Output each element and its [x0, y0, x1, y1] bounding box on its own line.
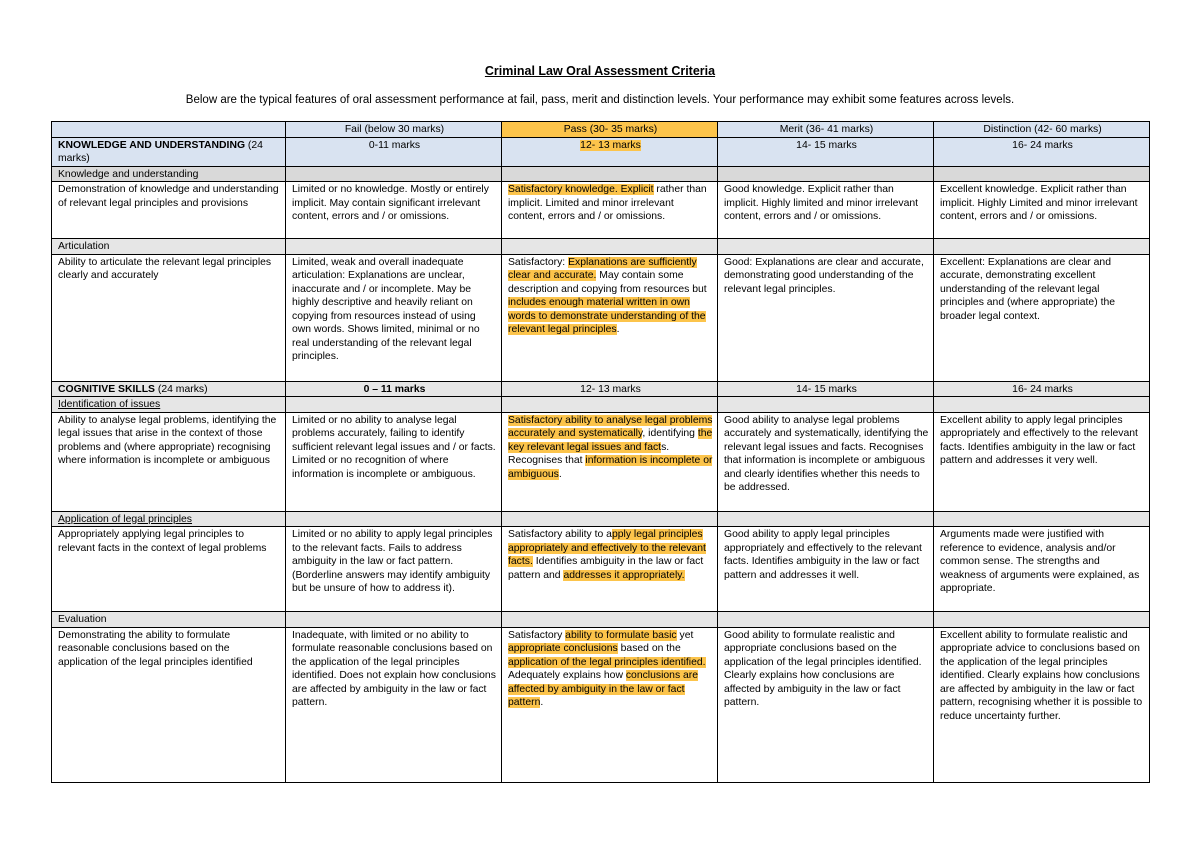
criterion-cell: Ability to articulate the relevant legal principles clearly and accurately: [52, 254, 286, 381]
pass-text: rather than implicit. Limited and minor irrelevant content, errors and / or omissions.: [508, 184, 707, 222]
pass-highlight: the key relevant legal issues and fact: [508, 428, 713, 453]
header-row: [52, 122, 1150, 138]
criterion-cell: Appropriately applying legal principles to relevant facts in the context of legal problems: [52, 527, 286, 612]
pass-highlight: pply legal principles appropriately and effectively to the relevant facts.: [508, 529, 706, 567]
cs-pass-marks: 12- 13 marks: [502, 381, 718, 397]
ku-marks: (24 marks): [58, 139, 263, 164]
section-row-application: [52, 511, 1150, 527]
section-application-label: Application of legal principles: [52, 511, 286, 527]
fail-cell: Limited or no ability to analyse legal problems accurately, failing to identify sufficient relevant legal issues and / or facts. Limited or no recognition of where information is incomplete or ambiguous.: [286, 412, 502, 511]
ku-label-cell: [52, 137, 286, 166]
pass-text: .: [540, 697, 544, 708]
fail-cell: Limited, weak and overall inadequate articulation: Explanations are unclear, inaccurate and / or incomplete. May be highly descriptive and heavily reliant on copying from resources instead of using own words. Shows limited, minimal or no real understanding of the relevant legal principles.: [286, 254, 502, 381]
pass-cell: [502, 412, 718, 511]
header-pass: Pass (30- 35 marks): [502, 122, 718, 138]
pass-text: based on the: [617, 643, 681, 654]
criterion-cell: Ability to analyse legal problems, identifying the legal issues that arise in the context of those problems and (where appropriate) recognising where information is incomplete or ambiguous: [52, 412, 286, 511]
section-identification-label: Identification of issues: [52, 397, 286, 413]
criteria-row-application: [52, 527, 1150, 612]
document-title: Criminal Law Oral Assessment Criteria: [484, 64, 716, 78]
cs-label: COGNITIVE SKILLS: [58, 383, 155, 395]
ku-pass-marks: 12- 13 marks: [580, 139, 641, 151]
pass-highlight: information is incomplete or ambiguous: [508, 455, 713, 480]
pass-highlight: ability to formulate basic: [565, 629, 677, 641]
pass-text: .: [616, 324, 620, 335]
section-row-knowledge: [52, 166, 1150, 182]
criteria-row-articulation: [52, 254, 1150, 381]
merit-cell: Good ability to formulate realistic and appropriate conclusions based on the application of the legal principles identified. Clearly explains how conclusions are affected by ambiguity in the law or fact pattern.: [718, 627, 934, 782]
criterion-cell: Demonstration of knowledge and understanding of relevant legal principles and provisions: [52, 182, 286, 239]
merit-cell: Good ability to analyse legal problems accurately and systematically, identifying the relevant legal issues and facts. Recognises that information is incomplete or ambiguous and clearly identifies whether this needs to be addressed.: [718, 412, 934, 511]
ku-marks-row: [52, 137, 1150, 166]
criteria-table: [51, 121, 1150, 783]
cs-marks-row: [52, 381, 1150, 397]
pass-text: Satisfactory: [508, 629, 566, 641]
pass-cell: [502, 527, 718, 612]
pass-cell: [502, 182, 718, 239]
section-articulation-label: Articulation: [52, 239, 286, 255]
pass-text: .: [558, 468, 562, 480]
cs-merit-marks: 14- 15 marks: [718, 381, 934, 397]
section-row-articulation: [52, 239, 1150, 255]
distinction-cell: Excellent knowledge. Explicit rather than implicit. Highly Limited and minor irrelevant content, errors and / or omissions.: [934, 182, 1150, 239]
pass-highlight: Explanations are sufficiently clear and accurate.: [508, 256, 697, 281]
fail-cell: Limited or no knowledge. Mostly or entirely implicit. May contain significant irrelevant content, errors and / or omissions.: [286, 182, 502, 239]
pass-text: Identifies ambiguity in the law or fact pattern and: [508, 556, 704, 581]
pass-highlight: conclusions are affected by ambiguity in the law or fact pattern: [508, 670, 699, 708]
fail-cell: Limited or no ability to apply legal principles to the relevant facts. Fails to address ambiguity in the law or fact pattern. (Borderline answers may identify ambiguity but be unsure of how to address it).: [286, 527, 502, 612]
ku-fail-marks: 0-11 marks: [286, 137, 502, 166]
ku-pass-marks-cell: [502, 137, 718, 166]
pass-cell: [502, 254, 718, 381]
pass-text: Satisfactory:: [508, 256, 569, 268]
criteria-row-evaluation: [52, 627, 1150, 782]
merit-cell: Good: Explanations are clear and accurate, demonstrating good understanding of the relevant legal principles.: [718, 254, 934, 381]
pass-text: yet: [676, 629, 694, 641]
distinction-cell: Arguments made were justified with reference to evidence, analysis and/or common sense. The strengths and weakness of arguments were explained, as appropriate.: [934, 527, 1150, 612]
header-blank-cell: [52, 122, 286, 138]
pass-text: Satisfactory ability to a: [508, 529, 612, 540]
section-row-identification: [52, 397, 1150, 413]
ku-label: KNOWLEDGE AND UNDERSTANDING: [58, 139, 246, 151]
distinction-cell: Excellent: Explanations are clear and accurate, demonstrating excellent understanding of the relevant legal principles and (where appropriate) the broader legal context.: [934, 254, 1150, 381]
pass-highlight: appropriate conclusions: [508, 643, 618, 654]
cs-distinction-marks: 16- 24 marks: [934, 381, 1150, 397]
pass-text: May contain some description and copying from resources but: [508, 270, 707, 295]
document-subtitle: Below are the typical features of oral assessment performance at fail, pass, merit and distinction levels. Your performance may exhibit some features across levels.: [185, 94, 1015, 106]
pass-highlight: addresses it appropriately.: [563, 569, 685, 581]
cs-label-cell: [52, 381, 286, 397]
criteria-row-identification: [52, 412, 1150, 511]
header-distinction: Distinction (42- 60 marks): [934, 122, 1150, 138]
pass-text: s. Recognises that: [508, 441, 670, 466]
ku-merit-marks: 14- 15 marks: [718, 137, 934, 166]
distinction-cell: Excellent ability to formulate realistic and appropriate advice to conclusions based on the application of the legal principles identified. Clearly explains how conclusions are affected by ambiguity in the law or fact pattern, recognising whether it is possible to reduce uncertainty further.: [934, 627, 1150, 782]
pass-highlight: includes enough material written in own words to demonstrate understanding of the relevant legal principles: [508, 297, 706, 335]
cs-fail-marks: 0 – 11 marks: [286, 381, 502, 397]
fail-cell: Inadequate, with limited or no ability to formulate reasonable conclusions based on the application of the legal principles identified. Does not explain how conclusions are affected by ambiguity in the law or fact pattern.: [286, 627, 502, 782]
pass-cell: [502, 627, 718, 782]
section-evaluation-label: Evaluation: [52, 612, 286, 628]
merit-cell: Good ability to apply legal principles appropriately and effectively to the relevant facts. Identifies ambiguity in the law or fact pattern and addresses it well.: [718, 527, 934, 612]
pass-highlight: Satisfactory ability to analyse legal problems accurately and systematically: [508, 414, 713, 439]
pass-highlight: application of the legal principles identified.: [508, 656, 706, 668]
pass-highlight: Satisfactory knowledge. Explicit: [508, 184, 654, 195]
criterion-cell: Demonstrating the ability to formulate reasonable conclusions based on the application of the legal principles identified: [52, 627, 286, 782]
criteria-row-knowledge: [52, 182, 1150, 239]
section-knowledge-label: Knowledge and understanding: [52, 166, 286, 182]
cs-marks: (24 marks): [157, 383, 208, 395]
pass-text: Adequately explains how: [508, 670, 626, 681]
header-fail: Fail (below 30 marks): [286, 122, 502, 138]
header-merit: Merit (36- 41 marks): [718, 122, 934, 138]
distinction-cell: Excellent ability to apply legal principles appropriately and effectively to the relevant facts. Identifies ambiguity in the law or fact pattern and addresses it very well.: [934, 412, 1150, 511]
pass-text: , identifying: [642, 428, 698, 439]
section-row-evaluation: [52, 612, 1150, 628]
ku-distinction-marks: 16- 24 marks: [934, 137, 1150, 166]
merit-cell: Good knowledge. Explicit rather than implicit. Highly limited and minor irrelevant content, errors and / or omissions.: [718, 182, 934, 239]
